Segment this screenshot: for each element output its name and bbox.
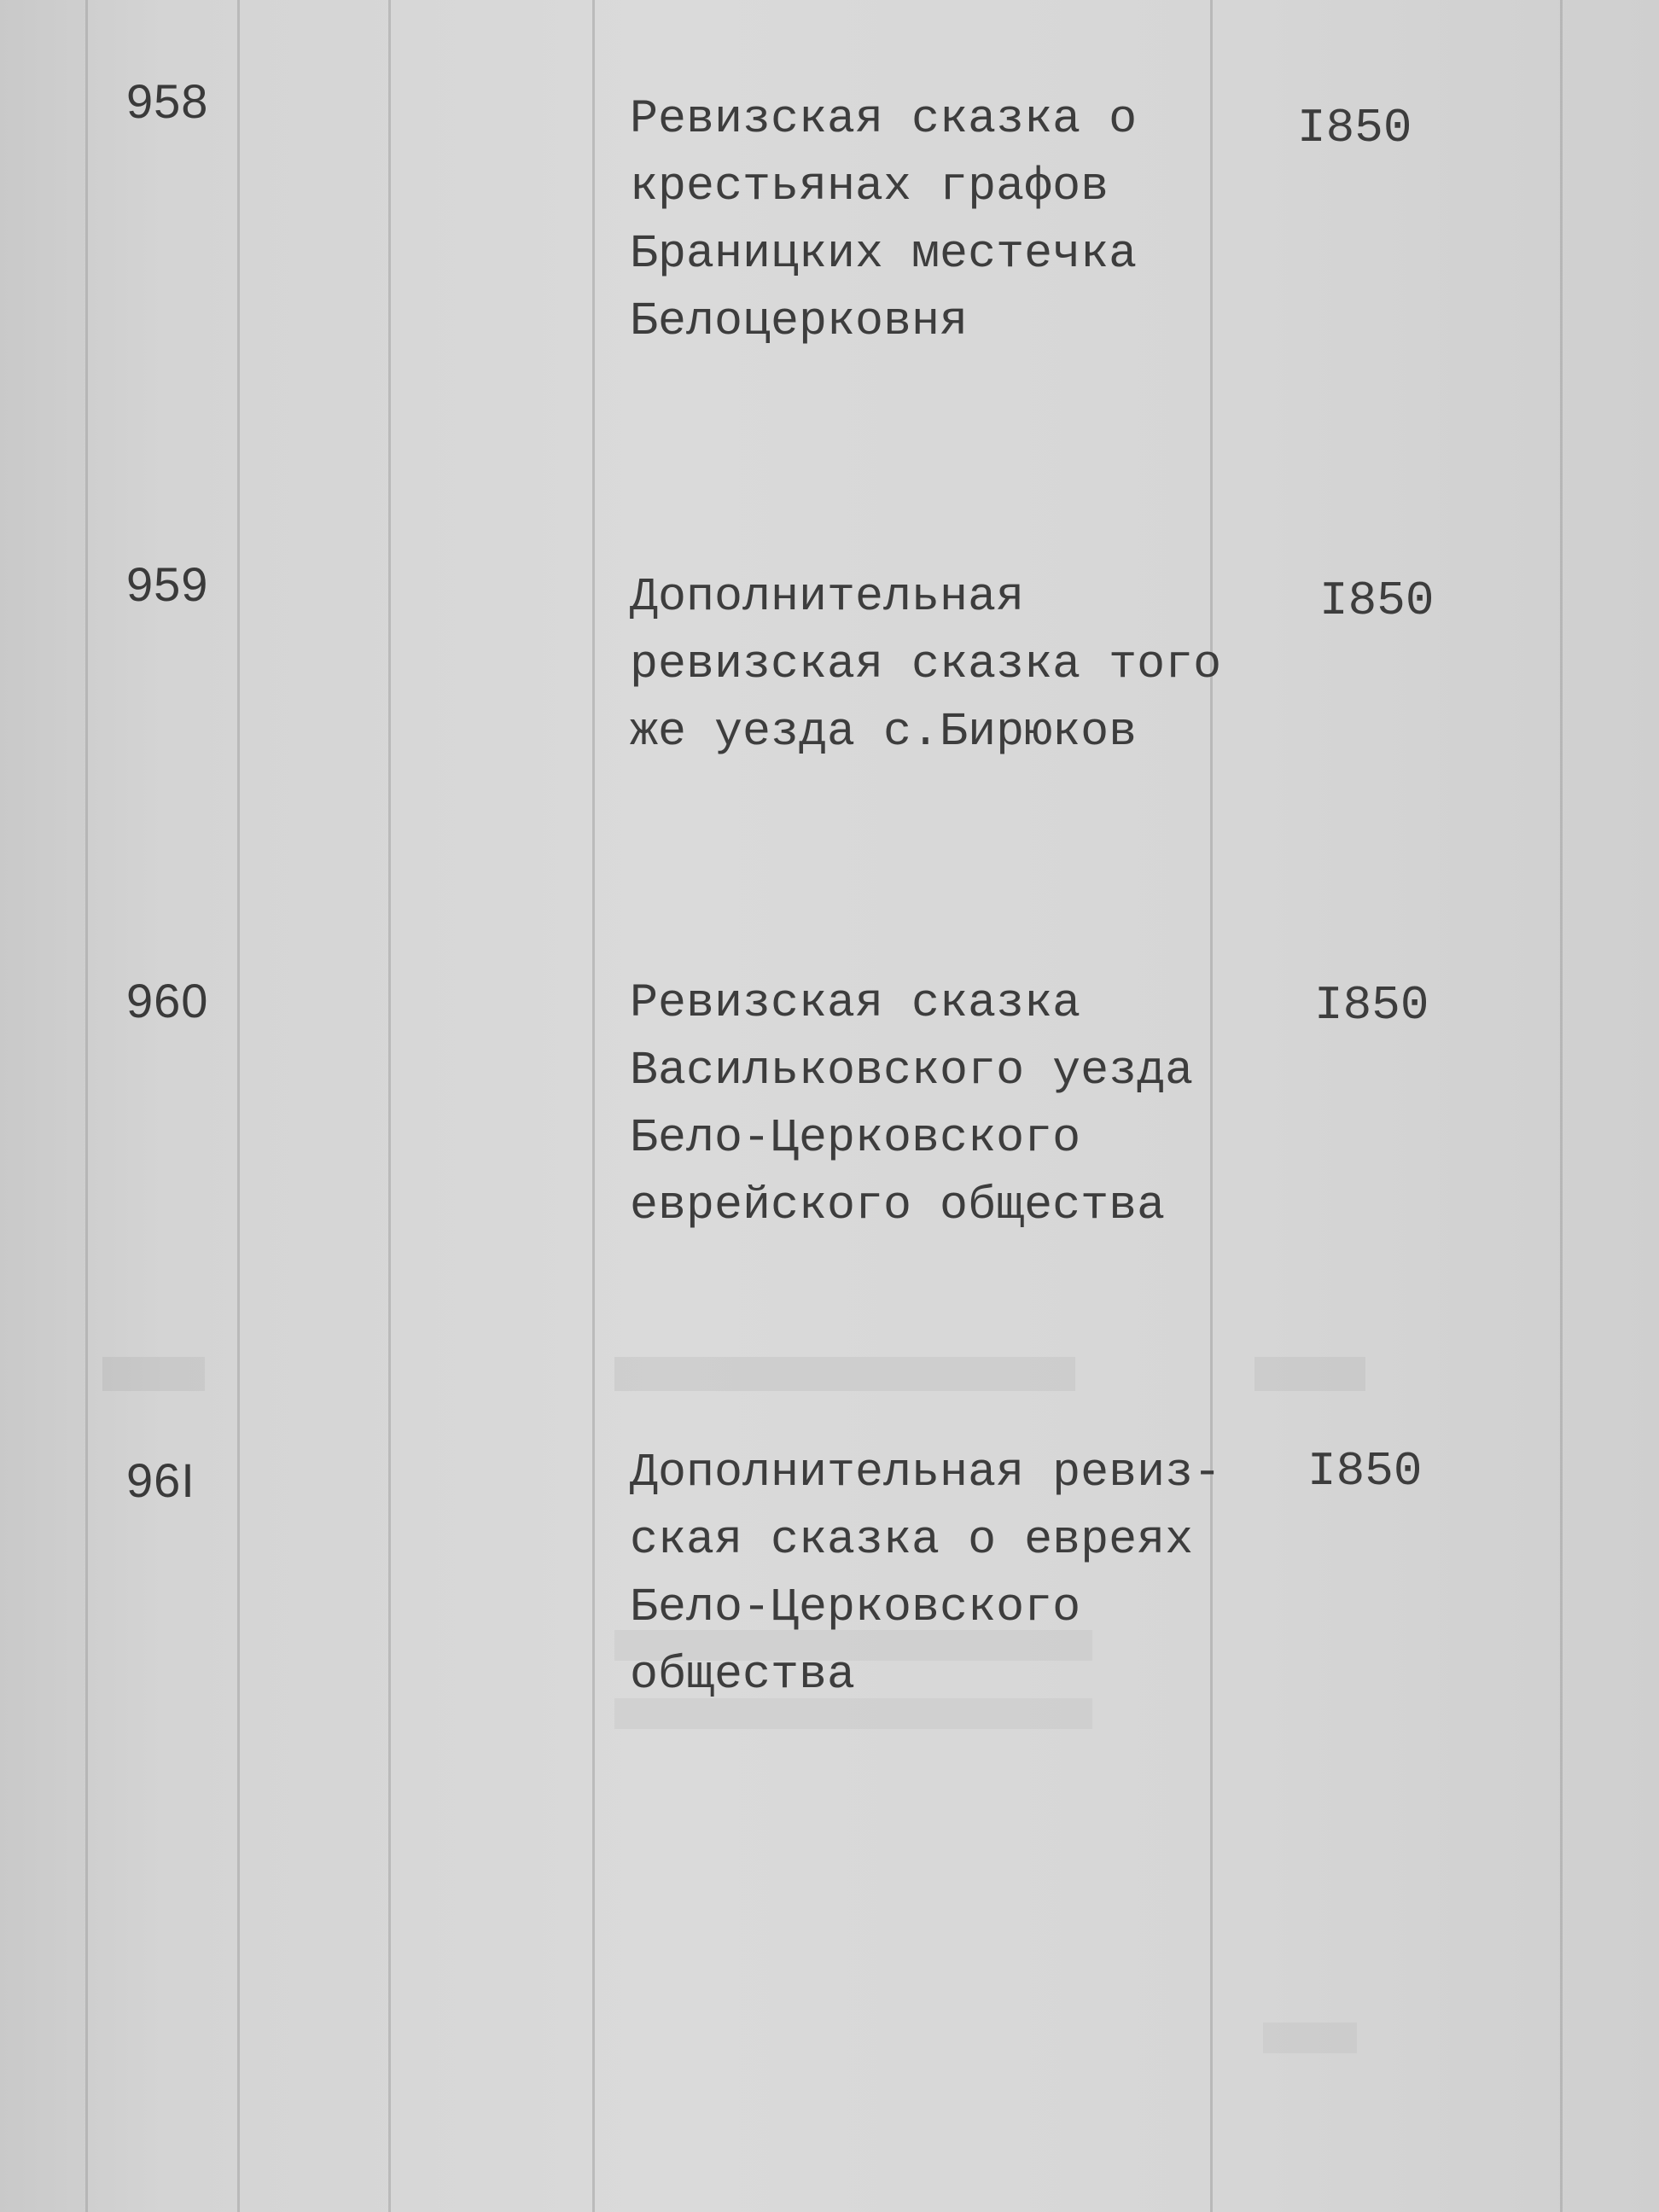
- bleed-through-mark: [1263, 2023, 1357, 2053]
- entry-year: I850: [1297, 101, 1412, 155]
- entry-description: Дополнительная ревизская сказка того же уезда с.Бирюков: [630, 570, 1222, 759]
- entry-number: 958: [126, 74, 209, 128]
- column-rule: [85, 0, 88, 2212]
- entry-description: Ревизская сказка о крестьянах графов Браницких местечка Белоцерковня: [630, 92, 1138, 348]
- entry-description: Ревизская сказка Васильковского уезда Бело-Церковского еврейского общества: [630, 976, 1194, 1232]
- entry-year: I850: [1307, 1444, 1423, 1499]
- bleed-through-mark: [614, 1357, 1075, 1391]
- entry-number: 960: [126, 974, 209, 1027]
- bleed-through-mark: [1254, 1357, 1365, 1391]
- column-rule: [388, 0, 391, 2212]
- entry-year: I850: [1319, 573, 1435, 628]
- column-rule: [1210, 0, 1213, 2212]
- column-rule: [1560, 0, 1563, 2212]
- entry-number: 959: [126, 557, 209, 611]
- column-rule: [592, 0, 595, 2212]
- column-rule: [237, 0, 240, 2212]
- entry-number: 96I: [126, 1453, 195, 1507]
- entry-description: Дополнительная ревиз- ская сказка о евреях Бело-Церковского общества: [630, 1446, 1222, 1702]
- bleed-through-mark: [102, 1357, 205, 1391]
- entry-year: I850: [1314, 978, 1429, 1033]
